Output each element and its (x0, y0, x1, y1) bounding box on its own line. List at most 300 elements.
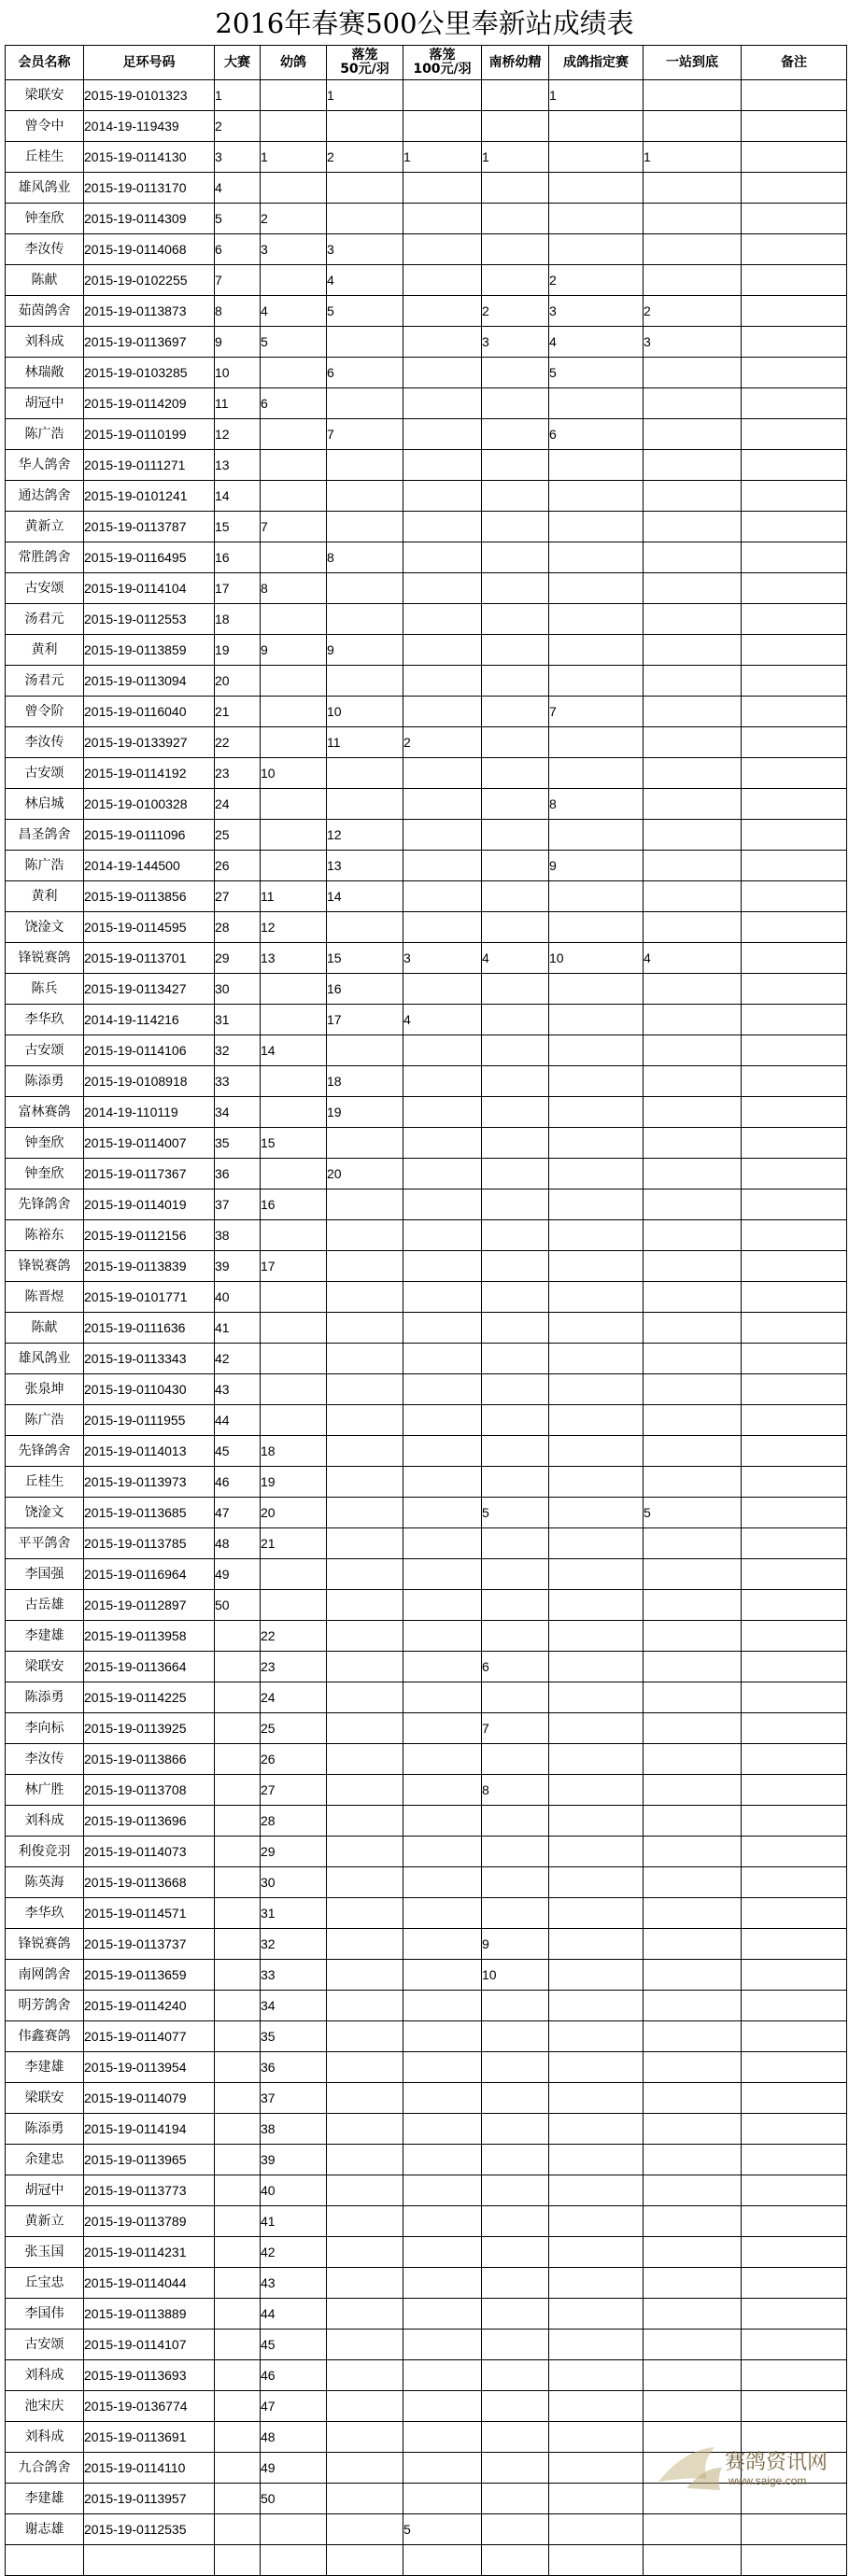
designated-race-rank: 10 (549, 943, 644, 974)
main-race-rank: 1 (215, 80, 261, 111)
member-name: 雄风鸽业 (6, 1344, 84, 1374)
one-stop-rank (644, 789, 742, 820)
young-bird-rank: 22 (261, 1621, 327, 1652)
table-row (6, 2391, 847, 2422)
one-stop-rank (644, 1189, 742, 1220)
table-row (6, 512, 847, 542)
cage-50-rank (327, 1867, 403, 1898)
cage-100-rank (403, 1189, 482, 1220)
designated-race-rank (549, 1960, 644, 1991)
main-race-rank: 9 (215, 327, 261, 358)
remarks (742, 851, 847, 881)
cage-100-rank: 2 (403, 727, 482, 758)
designated-race-rank (549, 450, 644, 481)
member-name: 余建忠 (6, 2145, 84, 2175)
remarks (742, 1837, 847, 1867)
remarks (742, 2083, 847, 2114)
cage-50-rank: 2 (327, 142, 403, 173)
one-stop-rank (644, 1405, 742, 1436)
young-bird-rank: 23 (261, 1652, 327, 1682)
main-race-rank: 36 (215, 1159, 261, 1189)
member-name: 梁联安 (6, 80, 84, 111)
cage-50-rank (327, 1436, 403, 1467)
designated-race-rank (549, 2268, 644, 2299)
table-row (6, 1467, 847, 1498)
main-race-rank (215, 2299, 261, 2330)
nanqiao-young-rank (482, 1374, 549, 1405)
member-name: 华人鸽舍 (6, 450, 84, 481)
one-stop-rank (644, 173, 742, 204)
young-bird-rank: 42 (261, 2237, 327, 2268)
table-row (6, 727, 847, 758)
designated-race-rank (549, 1867, 644, 1898)
table-row (6, 1806, 847, 1837)
header-one-stop: 一站到底 (644, 46, 742, 80)
main-race-rank: 21 (215, 697, 261, 727)
cage-100-rank (403, 635, 482, 666)
remarks (742, 1713, 847, 1744)
remarks (742, 450, 847, 481)
member-name: 先锋鸽舍 (6, 1189, 84, 1220)
one-stop-rank: 2 (644, 296, 742, 327)
member-name: 古安颂 (6, 1035, 84, 1066)
one-stop-rank (644, 635, 742, 666)
nanqiao-young-rank (482, 1251, 549, 1282)
remarks (742, 204, 847, 234)
designated-race-rank (549, 1898, 644, 1929)
member-name: 汤君元 (6, 604, 84, 635)
table-row (6, 2052, 847, 2083)
ring-number: 2015-19-0113773 (84, 2175, 215, 2206)
member-name: 雄风鸽业 (6, 173, 84, 204)
designated-race-rank (549, 1159, 644, 1189)
cage-100-rank (403, 573, 482, 604)
one-stop-rank (644, 2175, 742, 2206)
ring-number: 2015-19-0111271 (84, 450, 215, 481)
nanqiao-young-rank (482, 1189, 549, 1220)
main-race-rank (215, 1652, 261, 1682)
remarks (742, 2206, 847, 2237)
table-header-row (6, 46, 847, 80)
table-row (6, 1652, 847, 1682)
table-row (6, 1867, 847, 1898)
one-stop-rank (644, 851, 742, 881)
cage-50-rank (327, 1682, 403, 1713)
cage-100-rank (403, 1652, 482, 1682)
cage-50-rank (327, 512, 403, 542)
cage-50-rank (327, 1344, 403, 1374)
main-race-rank: 6 (215, 234, 261, 265)
main-race-rank: 34 (215, 1097, 261, 1128)
one-stop-rank (644, 1744, 742, 1775)
ring-number: 2015-19-0110199 (84, 419, 215, 450)
cage-100-rank (403, 820, 482, 851)
header-designated-race: 成鸽指定赛 (549, 46, 644, 80)
member-name: 陈晋煜 (6, 1282, 84, 1313)
cage-100-rank (403, 1374, 482, 1405)
one-stop-rank (644, 573, 742, 604)
designated-race-rank (549, 2083, 644, 2114)
young-bird-rank: 41 (261, 2206, 327, 2237)
cage-50-rank: 17 (327, 1005, 403, 1035)
cage-50-rank (327, 2422, 403, 2453)
remarks (742, 1559, 847, 1590)
ring-number: 2015-19-0103285 (84, 358, 215, 388)
one-stop-rank (644, 758, 742, 789)
header-member-name: 会员名称 (6, 46, 84, 80)
remarks (742, 1744, 847, 1775)
remarks (742, 1035, 847, 1066)
young-bird-rank: 8 (261, 573, 327, 604)
member-name: 饶淦文 (6, 1498, 84, 1528)
young-bird-rank: 12 (261, 912, 327, 943)
ring-number: 2015-19-0114309 (84, 204, 215, 234)
ring-number: 2015-19-0112535 (84, 2514, 215, 2545)
designated-race-rank (549, 1374, 644, 1405)
ring-number: 2015-19-0113664 (84, 1652, 215, 1682)
young-bird-rank: 1 (261, 142, 327, 173)
one-stop-rank (644, 1991, 742, 2021)
member-name: 先锋鸽舍 (6, 1436, 84, 1467)
nanqiao-young-rank: 5 (482, 1498, 549, 1528)
remarks (742, 1128, 847, 1159)
young-bird-rank (261, 851, 327, 881)
young-bird-rank: 37 (261, 2083, 327, 2114)
member-name: 刘科成 (6, 2422, 84, 2453)
nanqiao-young-rank (482, 1744, 549, 1775)
member-name: 梁联安 (6, 1652, 84, 1682)
cage-100-rank (403, 542, 482, 573)
cage-50-rank (327, 604, 403, 635)
header-remarks: 备注 (742, 46, 847, 80)
main-race-rank (215, 1621, 261, 1652)
cage-100-rank (403, 2484, 482, 2514)
table-row (6, 2206, 847, 2237)
young-bird-rank: 6 (261, 388, 327, 419)
ring-number: 2015-19-0113789 (84, 2206, 215, 2237)
remarks (742, 234, 847, 265)
table-row (6, 1682, 847, 1713)
nanqiao-young-rank (482, 265, 549, 296)
cage-50-rank (327, 789, 403, 820)
cage-50-rank (327, 1313, 403, 1344)
remarks (742, 1344, 847, 1374)
member-name: 古安颂 (6, 758, 84, 789)
remarks (742, 789, 847, 820)
young-bird-rank: 35 (261, 2021, 327, 2052)
remarks (742, 1806, 847, 1837)
member-name: 李华玖 (6, 1898, 84, 1929)
cage-50-rank (327, 2514, 403, 2545)
ring-number: 2015-19-0101771 (84, 1282, 215, 1313)
cage-50-rank (327, 912, 403, 943)
main-race-rank (215, 1898, 261, 1929)
remarks (742, 1313, 847, 1344)
cage-100-rank (403, 1405, 482, 1436)
ring-number: 2015-19-0113954 (84, 2052, 215, 2083)
young-bird-rank: 31 (261, 1898, 327, 1929)
table-row (6, 234, 847, 265)
young-bird-rank (261, 481, 327, 512)
young-bird-rank: 14 (261, 1035, 327, 1066)
ring-number: 2015-19-0116495 (84, 542, 215, 573)
member-name: 黄利 (6, 881, 84, 912)
table-row (6, 2514, 847, 2545)
cage-50-rank (327, 327, 403, 358)
remarks (742, 912, 847, 943)
member-name: 李汝传 (6, 727, 84, 758)
designated-race-rank (549, 1467, 644, 1498)
main-race-rank: 28 (215, 912, 261, 943)
member-name: 李华玖 (6, 1005, 84, 1035)
young-bird-rank (261, 1159, 327, 1189)
table-row (6, 1498, 847, 1528)
cage-100-rank (403, 2391, 482, 2422)
remarks (742, 1251, 847, 1282)
main-race-rank: 47 (215, 1498, 261, 1528)
cage-100-rank (403, 2237, 482, 2268)
young-bird-rank: 19 (261, 1467, 327, 1498)
member-name: 九合鸽舍 (6, 2453, 84, 2484)
nanqiao-young-rank (482, 80, 549, 111)
designated-race-rank (549, 1189, 644, 1220)
remarks (742, 1960, 847, 1991)
cage-100-rank (403, 327, 482, 358)
one-stop-rank (644, 1960, 742, 1991)
designated-race-rank (549, 1559, 644, 1590)
table-row (6, 2021, 847, 2052)
cage-50-rank (327, 2145, 403, 2175)
member-name: 黄利 (6, 635, 84, 666)
main-race-rank (215, 2237, 261, 2268)
young-bird-rank: 21 (261, 1528, 327, 1559)
remarks (742, 666, 847, 697)
cage-50-rank (327, 1189, 403, 1220)
remarks (742, 1775, 847, 1806)
main-race-rank (215, 2021, 261, 2052)
page-title: 2016年春赛500公里奉新站成绩表 (215, 7, 634, 39)
table-row (6, 1528, 847, 1559)
table-row (6, 974, 847, 1005)
table-row (6, 635, 847, 666)
one-stop-rank (644, 1467, 742, 1498)
designated-race-rank (549, 1837, 644, 1867)
cage-50-rank (327, 1775, 403, 1806)
main-race-rank: 30 (215, 974, 261, 1005)
remarks (742, 1682, 847, 1713)
member-name: 陈添勇 (6, 1066, 84, 1097)
remarks (742, 1867, 847, 1898)
one-stop-rank (644, 2514, 742, 2545)
one-stop-rank (644, 1806, 742, 1837)
nanqiao-young-rank (482, 2175, 549, 2206)
designated-race-rank (549, 2391, 644, 2422)
cage-100-rank (403, 2330, 482, 2360)
table-row (6, 1929, 847, 1960)
cage-50-rank (327, 388, 403, 419)
ring-number: 2015-19-0113693 (84, 2360, 215, 2391)
cage-100-rank (403, 1128, 482, 1159)
table-row (6, 2175, 847, 2206)
table-row (6, 1344, 847, 1374)
one-stop-rank (644, 727, 742, 758)
designated-race-rank (549, 481, 644, 512)
nanqiao-young-rank (482, 2391, 549, 2422)
nanqiao-young-rank (482, 1837, 549, 1867)
remarks (742, 2545, 847, 2576)
young-bird-rank: 28 (261, 1806, 327, 1837)
cage-100-rank (403, 2175, 482, 2206)
ring-number: 2015-19-0117367 (84, 1159, 215, 1189)
nanqiao-young-rank: 8 (482, 1775, 549, 1806)
table-row (6, 2114, 847, 2145)
designated-race-rank (549, 512, 644, 542)
nanqiao-young-rank (482, 2453, 549, 2484)
ring-number: 2015-19-0113889 (84, 2299, 215, 2330)
cage-100-rank (403, 1159, 482, 1189)
cage-100-rank (403, 2114, 482, 2145)
designated-race-rank (549, 234, 644, 265)
young-bird-rank (261, 111, 327, 142)
young-bird-rank (261, 1405, 327, 1436)
member-name: 陈广浩 (6, 1405, 84, 1436)
member-name: 李汝传 (6, 1744, 84, 1775)
ring-number: 2015-19-0114194 (84, 2114, 215, 2145)
cage-50-rank (327, 1837, 403, 1867)
remarks (742, 265, 847, 296)
cage-100-rank (403, 1313, 482, 1344)
ring-number: 2015-19-0111096 (84, 820, 215, 851)
main-race-rank: 38 (215, 1220, 261, 1251)
main-race-rank: 40 (215, 1282, 261, 1313)
designated-race-rank (549, 1005, 644, 1035)
cage-50-rank (327, 1251, 403, 1282)
young-bird-rank: 15 (261, 1128, 327, 1159)
cage-100-rank (403, 2545, 482, 2576)
nanqiao-young-rank (482, 974, 549, 1005)
cage-100-rank (403, 296, 482, 327)
main-race-rank (215, 1960, 261, 1991)
cage-50-rank: 16 (327, 974, 403, 1005)
cage-100-rank (403, 358, 482, 388)
designated-race-rank: 4 (549, 327, 644, 358)
nanqiao-young-rank (482, 1467, 549, 1498)
main-race-rank (215, 2545, 261, 2576)
nanqiao-young-rank (482, 2514, 549, 2545)
table-row (6, 697, 847, 727)
nanqiao-young-rank (482, 450, 549, 481)
table-row (6, 1991, 847, 2021)
cage-100-rank (403, 666, 482, 697)
main-race-rank: 5 (215, 204, 261, 234)
cage-50-rank (327, 1991, 403, 2021)
remarks (742, 2299, 847, 2330)
one-stop-rank (644, 1344, 742, 1374)
cage-100-rank (403, 1744, 482, 1775)
young-bird-rank: 33 (261, 1960, 327, 1991)
table-row (6, 358, 847, 388)
cage-100-rank (403, 1713, 482, 1744)
ring-number: 2015-19-0113787 (84, 512, 215, 542)
nanqiao-young-rank (482, 697, 549, 727)
cage-100-rank (403, 1837, 482, 1867)
member-name: 林启城 (6, 789, 84, 820)
cage-100-rank (403, 481, 482, 512)
one-stop-rank (644, 1035, 742, 1066)
nanqiao-young-rank: 2 (482, 296, 549, 327)
member-name: 利俊竞羽 (6, 1837, 84, 1867)
cage-50-rank (327, 2052, 403, 2083)
cage-100-rank: 1 (403, 142, 482, 173)
nanqiao-young-rank (482, 204, 549, 234)
cage-50-rank (327, 573, 403, 604)
designated-race-rank (549, 1405, 644, 1436)
designated-race-rank (549, 727, 644, 758)
nanqiao-young-rank (482, 635, 549, 666)
nanqiao-young-rank (482, 1159, 549, 1189)
table-row (6, 789, 847, 820)
young-bird-rank (261, 1344, 327, 1374)
ring-number: 2015-19-0114231 (84, 2237, 215, 2268)
young-bird-rank (261, 974, 327, 1005)
cage-50-rank: 19 (327, 1097, 403, 1128)
young-bird-rank: 47 (261, 2391, 327, 2422)
designated-race-rank: 1 (549, 80, 644, 111)
table-row (6, 1960, 847, 1991)
cage-100-rank (403, 1251, 482, 1282)
young-bird-rank (261, 604, 327, 635)
one-stop-rank (644, 2206, 742, 2237)
nanqiao-young-rank (482, 2206, 549, 2237)
main-race-rank: 14 (215, 481, 261, 512)
main-race-rank: 43 (215, 1374, 261, 1405)
ring-number: 2015-19-0114013 (84, 1436, 215, 1467)
table-row (6, 851, 847, 881)
remarks (742, 1621, 847, 1652)
nanqiao-young-rank (482, 2299, 549, 2330)
one-stop-rank: 3 (644, 327, 742, 358)
designated-race-rank (549, 635, 644, 666)
member-name: 陈广浩 (6, 419, 84, 450)
member-name: 李向标 (6, 1713, 84, 1744)
young-bird-rank: 39 (261, 2145, 327, 2175)
ring-number: 2015-19-0113958 (84, 1621, 215, 1652)
main-race-rank: 48 (215, 1528, 261, 1559)
member-name: 胡冠中 (6, 2175, 84, 2206)
cage-100-rank (403, 204, 482, 234)
young-bird-rank (261, 789, 327, 820)
young-bird-rank (261, 1005, 327, 1035)
young-bird-rank (261, 450, 327, 481)
cage-100-rank (403, 974, 482, 1005)
nanqiao-young-rank (482, 789, 549, 820)
young-bird-rank (261, 542, 327, 573)
table-row (6, 1035, 847, 1066)
main-race-rank: 4 (215, 173, 261, 204)
nanqiao-young-rank (482, 1867, 549, 1898)
nanqiao-young-rank (482, 1436, 549, 1467)
cage-50-rank: 4 (327, 265, 403, 296)
table-row (6, 881, 847, 912)
one-stop-rank (644, 1898, 742, 1929)
one-stop-rank: 5 (644, 1498, 742, 1528)
nanqiao-young-rank (482, 2052, 549, 2083)
one-stop-rank (644, 1128, 742, 1159)
designated-race-rank (549, 1590, 644, 1621)
young-bird-rank (261, 1282, 327, 1313)
main-race-rank: 31 (215, 1005, 261, 1035)
cage-50-rank: 18 (327, 1066, 403, 1097)
